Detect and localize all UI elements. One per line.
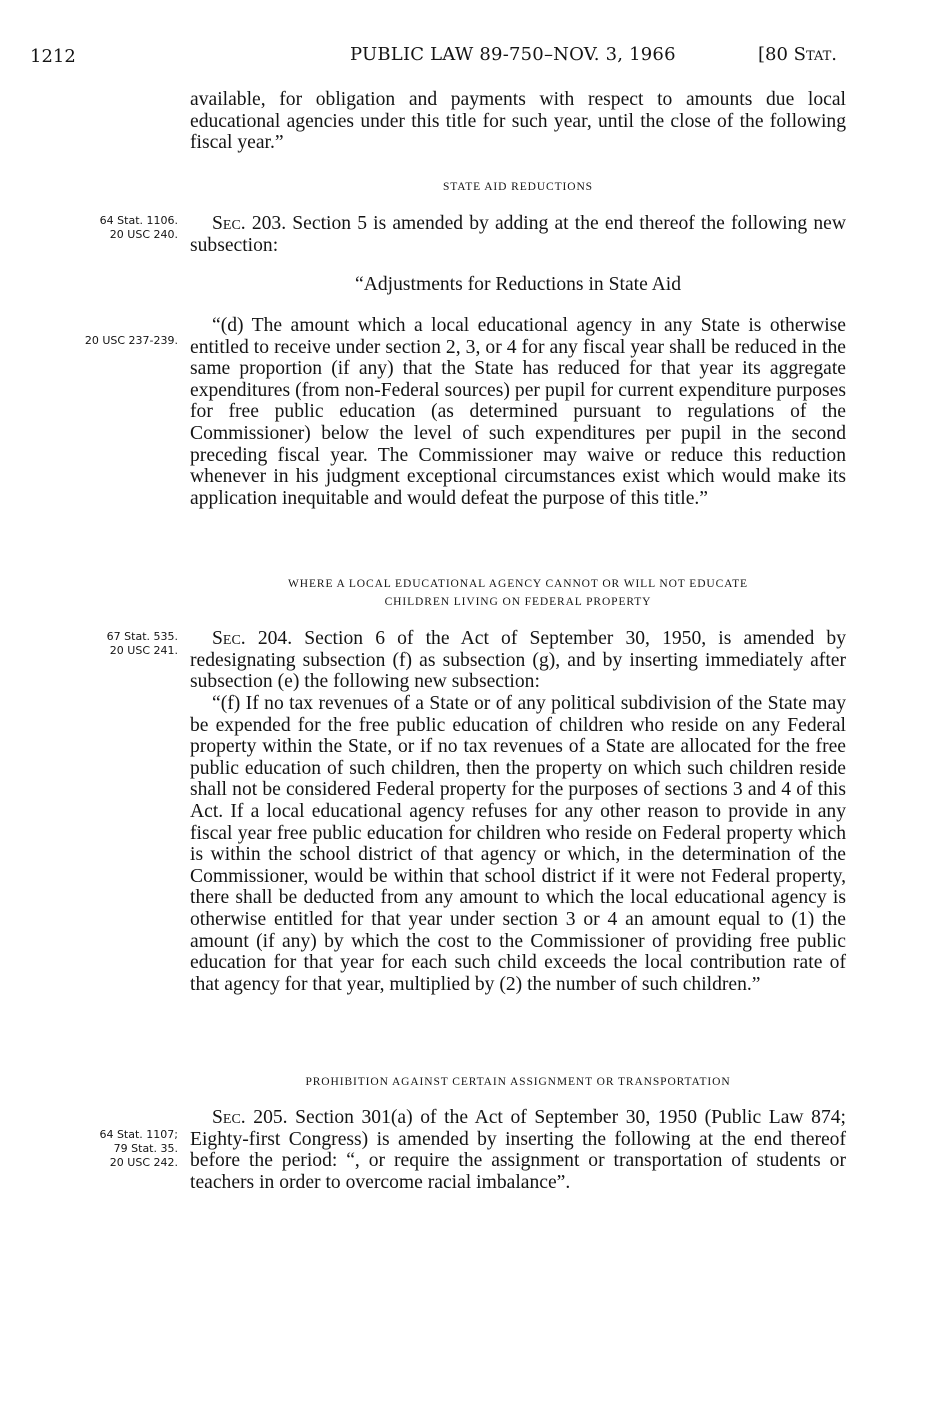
- sec204-margin-note: [18, 630, 178, 658]
- sec203-subheading: “Adjustments for Reductions in State Aid: [355, 274, 681, 295]
- sec205-margin-note: [18, 1128, 178, 1170]
- sec203-margin-note-d: [18, 334, 178, 348]
- subsection-f-paragraph: “(f) If no tax revenues of a State or of any political subdivision of the State may be expended for the free public education of children who reside on any Federal property within the State, or if no tax revenues of a State are allocated for the free public education of such children, then the property on which such children reside shall not be considered Federal property for the purposes of sections 3 and 4 of this Act. If a local educational agency refuses for any other reason to provide in any fiscal year free public education for children who reside on Federal property which is within the school district of that agency or which, in the determination of the Commissioner, would be within that school district if it were not Federal property, there shall be deducted from any amount to which the local educational agency is otherwise entitled for that year under section 3 or 4 an amount equal to (1) the amount (if any) by which the cost to the Commissioner of providing free public education for that year for each such child exceeds the local contribution rate of that agency for that year, multiplied by (2) the number of such children.”: [190, 693, 846, 995]
- margin-citation: 20 USC 237-239.: [84, 334, 178, 347]
- sec203-label: Sec. 203.: [212, 213, 287, 234]
- volume-prefix: [80: [758, 44, 794, 65]
- sec204-paragraph: [190, 628, 846, 693]
- sec204-heading-line1: WHERE A LOCAL EDUCATIONAL AGENCY CANNOT OR WILL NOT EDUCATE: [288, 578, 748, 590]
- subsection-d-paragraph: “(d) The amount which a local educational agency in any State is otherwise entitled to receive under section 2, 3, or 4 for any fiscal year shall be reduced in the same proportion (if any) that the State has reduced for that year its aggregate expenditures (from non-Federal sources) per pupil for current expenditure purposes for free public education (as determined pursuant to regulations of the Commissioner) below the level of such expenditures per pupil in the second preceding fiscal year. The Commissioner may waive or reduce this reduction whenever in his judgment exceptional circumstances exist which would make its application inequitable and would defeat the purpose of this title.”: [190, 315, 846, 509]
- sec205-heading: PROHIBITION AGAINST CERTAIN ASSIGNMENT OR TRANSPORTATION: [305, 1076, 731, 1088]
- sec204-label: Sec. 204.: [212, 628, 293, 649]
- sec203-margin-note: [18, 214, 178, 242]
- sec203-heading: STATE AID REDUCTIONS: [443, 181, 593, 193]
- sec205-paragraph: [190, 1107, 846, 1193]
- sec203-text: Section 5 is amended by adding at the end thereof the following new subsection:: [190, 213, 846, 256]
- margin-citation: 64 Stat. 1107;: [99, 1128, 178, 1141]
- sec204-text: Section 6 of the Act of September 30, 1950, is amended by redesignating subsection (f) as subsection (g), and by inserting immediately after subsection (e) the following new subsection:: [190, 628, 846, 693]
- margin-citation: 20 USC 242.: [109, 1156, 178, 1169]
- margin-citation: 20 USC 240.: [109, 228, 178, 241]
- sec203-paragraph: [190, 213, 846, 256]
- margin-citation: 79 Stat. 35.: [113, 1142, 178, 1155]
- running-head: PUBLIC LAW 89-750–NOV. 3, 1966: [350, 44, 676, 65]
- sec205-label: Sec. 205.: [212, 1107, 288, 1128]
- margin-citation: 20 USC 241.: [109, 644, 178, 657]
- carryover-paragraph: available, for obligation and payments with respect to amounts due local educational agencies under this title for such year, until the close of the following fiscal year.”: [190, 89, 846, 154]
- margin-citation: 67 Stat. 535.: [106, 630, 178, 643]
- sec204-heading: [190, 575, 846, 611]
- page-number: 1212: [30, 46, 76, 67]
- margin-citation: 64 Stat. 1106.: [99, 214, 178, 227]
- sec204-heading-line2: CHILDREN LIVING ON FEDERAL PROPERTY: [384, 596, 652, 608]
- volume-citation: [758, 44, 837, 65]
- sec205-text: Section 301(a) of the Act of September 30, 1950 (Public Law 874; Eighty-first Congress) is amended by inserting the following at the end thereof before the period: “, or require the assignment or transportation of students or teachers in order to overcome racial imbalance”.: [190, 1107, 846, 1193]
- volume-label: Stat.: [793, 44, 838, 65]
